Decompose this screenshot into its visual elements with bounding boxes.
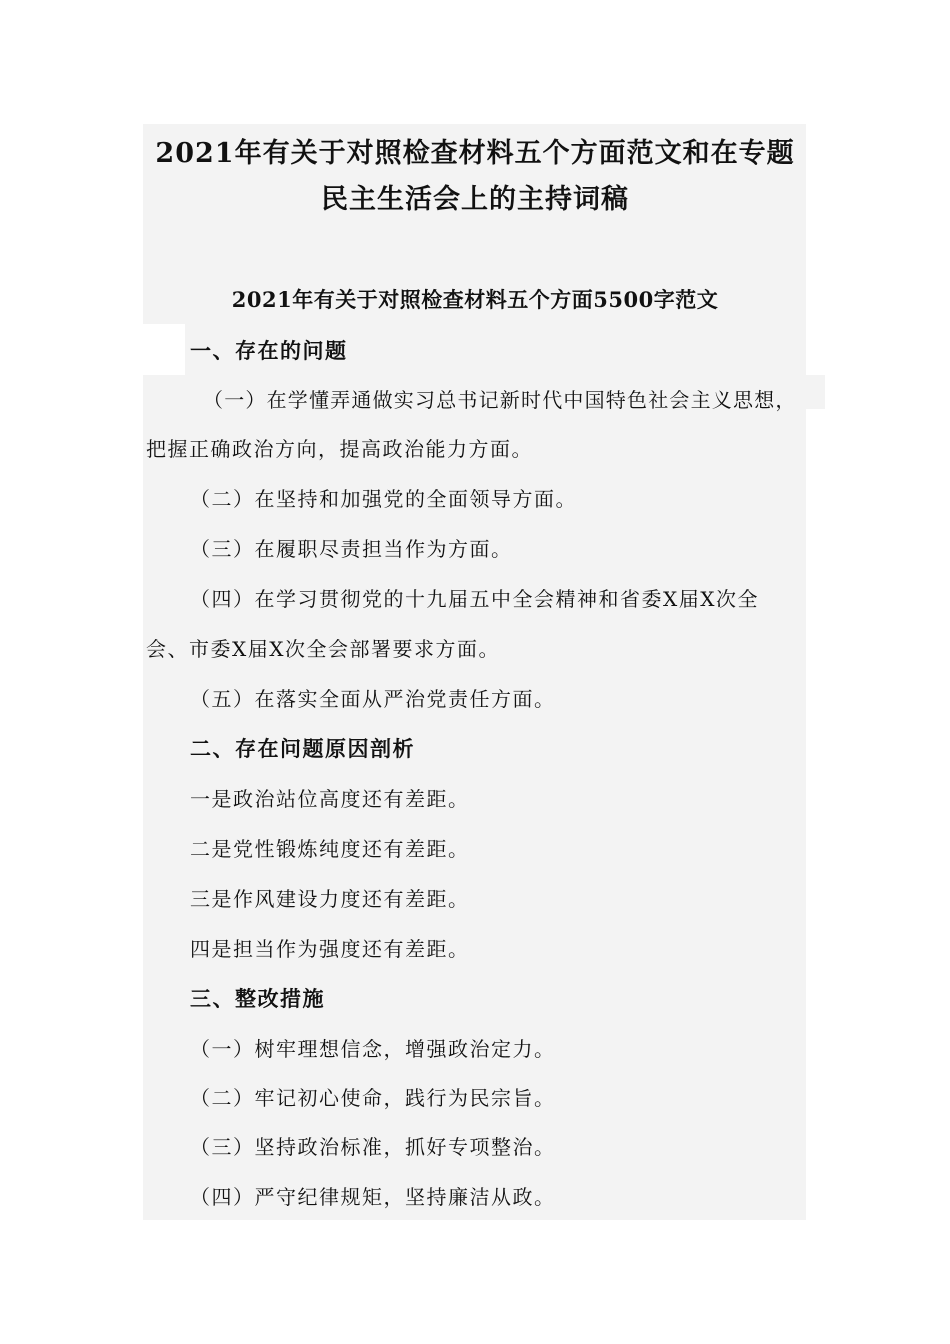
paragraph-1-line2: 把握正确政治方向，提高政治能力方面。: [146, 437, 533, 461]
paragraph-4-line1: （四）在学习贯彻党的十九届五中全会精神和省委X届X次全: [190, 587, 759, 611]
paragraph-5: （五）在落实全面从严治党责任方面。: [190, 687, 556, 711]
section-heading-problems: 一、存在的问题: [190, 338, 348, 363]
paragraph-3: （三）在履职尽责担当作为方面。: [190, 537, 513, 561]
section-heading-causes: 二、存在问题原因剖析: [190, 736, 415, 761]
measure-2: （二）牢记初心使命，践行为民宗旨。: [190, 1086, 556, 1110]
section-heading-measures: 三、整改措施: [190, 986, 325, 1011]
measure-1: （一）树牢理想信念，增强政治定力。: [190, 1037, 556, 1061]
measure-3: （三）坚持政治标准，抓好专项整治。: [190, 1135, 556, 1159]
paragraph-2: （二）在坚持和加强党的全面领导方面。: [190, 487, 577, 511]
document-subtitle: 2021年有关于对照检查材料五个方面5500字范文: [231, 287, 719, 312]
cause-3: 三是作风建设力度还有差距。: [190, 887, 470, 911]
cause-4: 四是担当作为强度还有差距。: [190, 937, 470, 961]
document-title-line2: 民主生活会上的主持词稿: [321, 184, 629, 215]
document-title-line1: 2021年有关于对照检查材料五个方面范文和在专题: [155, 138, 795, 169]
paragraph-1-line1: （一）在学懂弄通做实习总书记新时代中国特色社会主义思想，: [203, 388, 797, 412]
paragraph-4-line2: 会、市委X届X次全会部署要求方面。: [146, 637, 500, 661]
measure-4: （四）严守纪律规矩，坚持廉洁从政。: [190, 1185, 556, 1209]
heading-gap: [143, 324, 185, 375]
cause-2: 二是党性锻炼纯度还有差距。: [190, 837, 470, 861]
cause-1: 一是政治站位高度还有差距。: [190, 787, 470, 811]
